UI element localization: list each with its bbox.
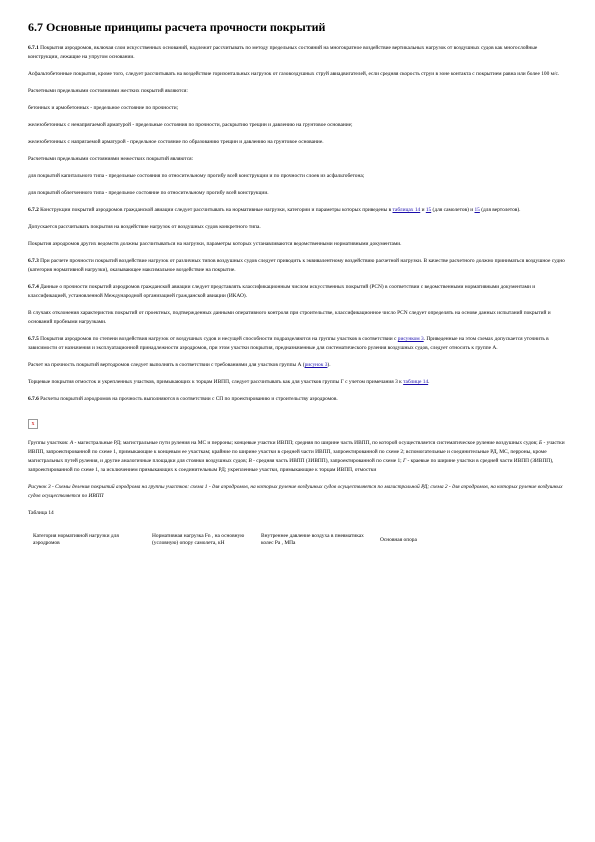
paragraph: Расчетными предельными состояниями жестких покрытий являются: — [28, 88, 188, 94]
table-label: Таблица 14 — [28, 510, 54, 516]
section-title: 6.7 Основные принципы расчета прочности покрытий — [28, 20, 326, 34]
paragraph-text: . — [428, 379, 430, 385]
clause-number: 6.7.4 — [28, 284, 39, 290]
paragraph-text: Группы участков: — [28, 440, 70, 446]
table-14 — [28, 524, 568, 556]
paragraph-text: Покрытия аэродромов по степени воздействия нагрузок от воздушных судов и несущей способности подразделяются на группы участков в соответствии с — [38, 336, 398, 342]
paragraph-text: При расчете прочности покрытий воздействие нагрузок от различных типов воздушных судов следует приводить к эквивалентному воздействию расчетной нагрузки. В качестве расчетного должно приниматься воздушное судно (категория нормативной нагрузки), оказывающее максимальное воздействие на покрытие. — [28, 258, 565, 273]
paragraph-text: (для самолетов) и — [431, 207, 475, 213]
broken-image-icon: x — [28, 419, 38, 429]
paragraph: для покрытий облегченного типа - предельное состояние по относительному прогибу всей конструкции. — [28, 190, 269, 196]
paragraph: бетонных и армобетонных - предельное состояние по прочности; — [28, 105, 179, 111]
paragraph-text: - краевые по ширине участки в средней части ИВПП (ЗИВПП), запроектированной по схеме 1, за исключением примыкающих к соединительным РД; укрепленные участки, примыкающие к торцам ИВПП, отмостки — [28, 458, 554, 473]
paragraph-text: Покрытия аэродромов, включая слои искусственных оснований, надлежит рассчитывать по методу предельных состояний на многократное воздействие вертикальных нагрузок от воздушных судов как многослойные конструкции, лежащие на упругом основании. — [28, 45, 538, 60]
paragraph: В случаях отклонения характеристик покрытий от проектных, подтвержденных данными оперативного контроля при строительстве, классификационное число PCN следует определять на основе данных испытаний покрытий и оснований пробными нагрузками. — [28, 310, 551, 325]
paragraph: железобетонных с ненапрягаемой арматурой - предельные состояния по прочности, раскрытию трещин и давлению на грунтовое основание; — [28, 122, 353, 128]
paragraph-text: - средняя часть ИВПП (ЗИВПП), запроектированной по схеме 1; — [251, 458, 404, 464]
paragraph-6-7-5 — [28, 335, 568, 353]
group-letter: Б — [538, 440, 543, 446]
paragraph-text: Конструкции покрытий аэродромов гражданской авиации следует рассчитывать на нормативные нагрузки, категории и параметры которых приведены в — [38, 207, 393, 213]
clause-number: 6.7.3 — [28, 258, 39, 264]
paragraph-6-7-4 — [28, 283, 568, 301]
table-header-row — [29, 525, 568, 556]
document-page — [28, 20, 568, 556]
paragraph-6-7-6 — [28, 395, 568, 404]
link-table-15[interactable]: 15 — [425, 207, 432, 213]
link-table-15-helicopters[interactable]: 15 — [474, 207, 480, 213]
paragraph-text: Данные о прочности покрытий аэродромов гражданской авиации следует представлять классификационным числом искусственных покрытий (PCN) в соответствии с ведомственными нормативными документами и классификацией, установленной Международной организацией гражданской авиации (ИКАО). — [28, 284, 536, 299]
group-letter: А — [69, 440, 74, 446]
paragraph-text: Расчеты покрытий аэродромов на прочность выполняются в соответствии с СП по проектированию и строительству аэродромов. — [38, 396, 338, 402]
paragraph-6-7-3 — [28, 257, 568, 275]
group-letter: Г — [403, 458, 407, 464]
paragraph: для покрытий капитального типа - предельные состояния по относительному прогибу всей конструкции и по прочности слоев из асфальтобетона; — [28, 173, 365, 179]
paragraph-text: Расчет на прочность покрытий вертодромов следует выполнять в соответствии с требованиями для участков группы А ( — [28, 362, 305, 368]
figure-legend — [28, 439, 568, 475]
table-header-cell: Внутреннее давление воздуха в пневматиках колес Pa , МПа — [257, 525, 376, 556]
clause-number: 6.7.5 — [28, 336, 39, 342]
paragraph-text: - магистральные РД; магистральные пути руления на МС и перроны; концевые участки ИВПП; средняя по ширине часть ИВПП, по которой осуществляется систематическое руление воздушных судов; — [73, 440, 539, 446]
group-letter: В — [248, 458, 252, 464]
link-figure-3[interactable]: рисунок 3 — [304, 362, 328, 368]
paragraph — [28, 378, 568, 387]
paragraph-text: ). — [327, 362, 331, 368]
table-header-cell: Основная опора — [376, 525, 568, 556]
paragraph: Расчетными предельными состояниями нежестких покрытий являются: — [28, 156, 194, 162]
paragraph — [28, 361, 568, 370]
paragraph-text: . Приведенные на этом схемах допускается уточнить в зависимости от назначения и эксплуатационной принадлежности аэродромов, при этом участки покрытия, предназначенные для систематического руления воздушных судов, следует относить к группе А. — [28, 336, 549, 351]
paragraph-text: и — [420, 207, 426, 213]
clause-number: 6.7.1 — [28, 45, 39, 51]
paragraph-6-7-2 — [28, 206, 568, 215]
paragraph: Покрытия аэродромов других ведомств должны рассчитываться на нагрузки, параметры которых устанавливаются ведомственными нормативными документами. — [28, 241, 402, 247]
paragraph: Допускается рассчитывать покрытия на воздействие нагрузок от воздушных судов конкретного типа. — [28, 224, 261, 230]
paragraph: Асфальтобетонные покрытия, кроме того, следует рассчитывать на воздействие горизонтальных нагрузок от газовоздушных струй авиадвигателей, если средняя скорость струи в зоне контакта с покрытием равна или более 100 м/с. — [28, 71, 560, 77]
paragraph: железобетонных с напрягаемой арматурой - предельное состояние по образованию трещин и давлению на грунтовое основание. — [28, 139, 324, 145]
clause-number: 6.7.6 — [28, 396, 39, 402]
paragraph-text: - участки ИВПП, запроектированной по схеме 1, примыкающие к концевым ее участкам; крайние по ширине участки в средней части ИВПП, запроектированной по схеме 2; вспомогательные и соединительные РД, МС, перроны, кроме магистральных путей руления, и другие аналогичные площадки для стоянки воздушных судов; — [28, 440, 565, 464]
clause-number: 6.7.2 — [28, 207, 39, 213]
link-table-14[interactable]: таблице 14 — [403, 379, 429, 385]
paragraph-text: (для вертолетов). — [479, 207, 521, 213]
link-figure-3[interactable]: рисунком 3 — [397, 336, 424, 342]
paragraph-text: Торцевые покрытия отмосток и укрепленных участков, примыкающих к торцам ИВПП, следует рассчитывать как для участков группы Г с учетом примечания 3 к — [28, 379, 404, 385]
figure-caption: Рисунок 3 - Схемы деления покрытий аэродрома на группы участков: схема 1 - для аэродромов, на которых руление воздушных судов осуществляется по магистральной РД; схема 2 - для аэродромов, на которых руление воздушных судов осуществляется по ИВПП — [28, 484, 563, 499]
table-header-cell: Категория нормативной нагрузки для аэродромов — [29, 525, 148, 556]
paragraph-6-7-1 — [28, 44, 568, 62]
table-header-cell: Нормативная нагрузка Fn , на основную (условную) опору самолета, кН — [148, 525, 257, 556]
link-table-14[interactable]: таблицах 14 — [392, 207, 421, 213]
